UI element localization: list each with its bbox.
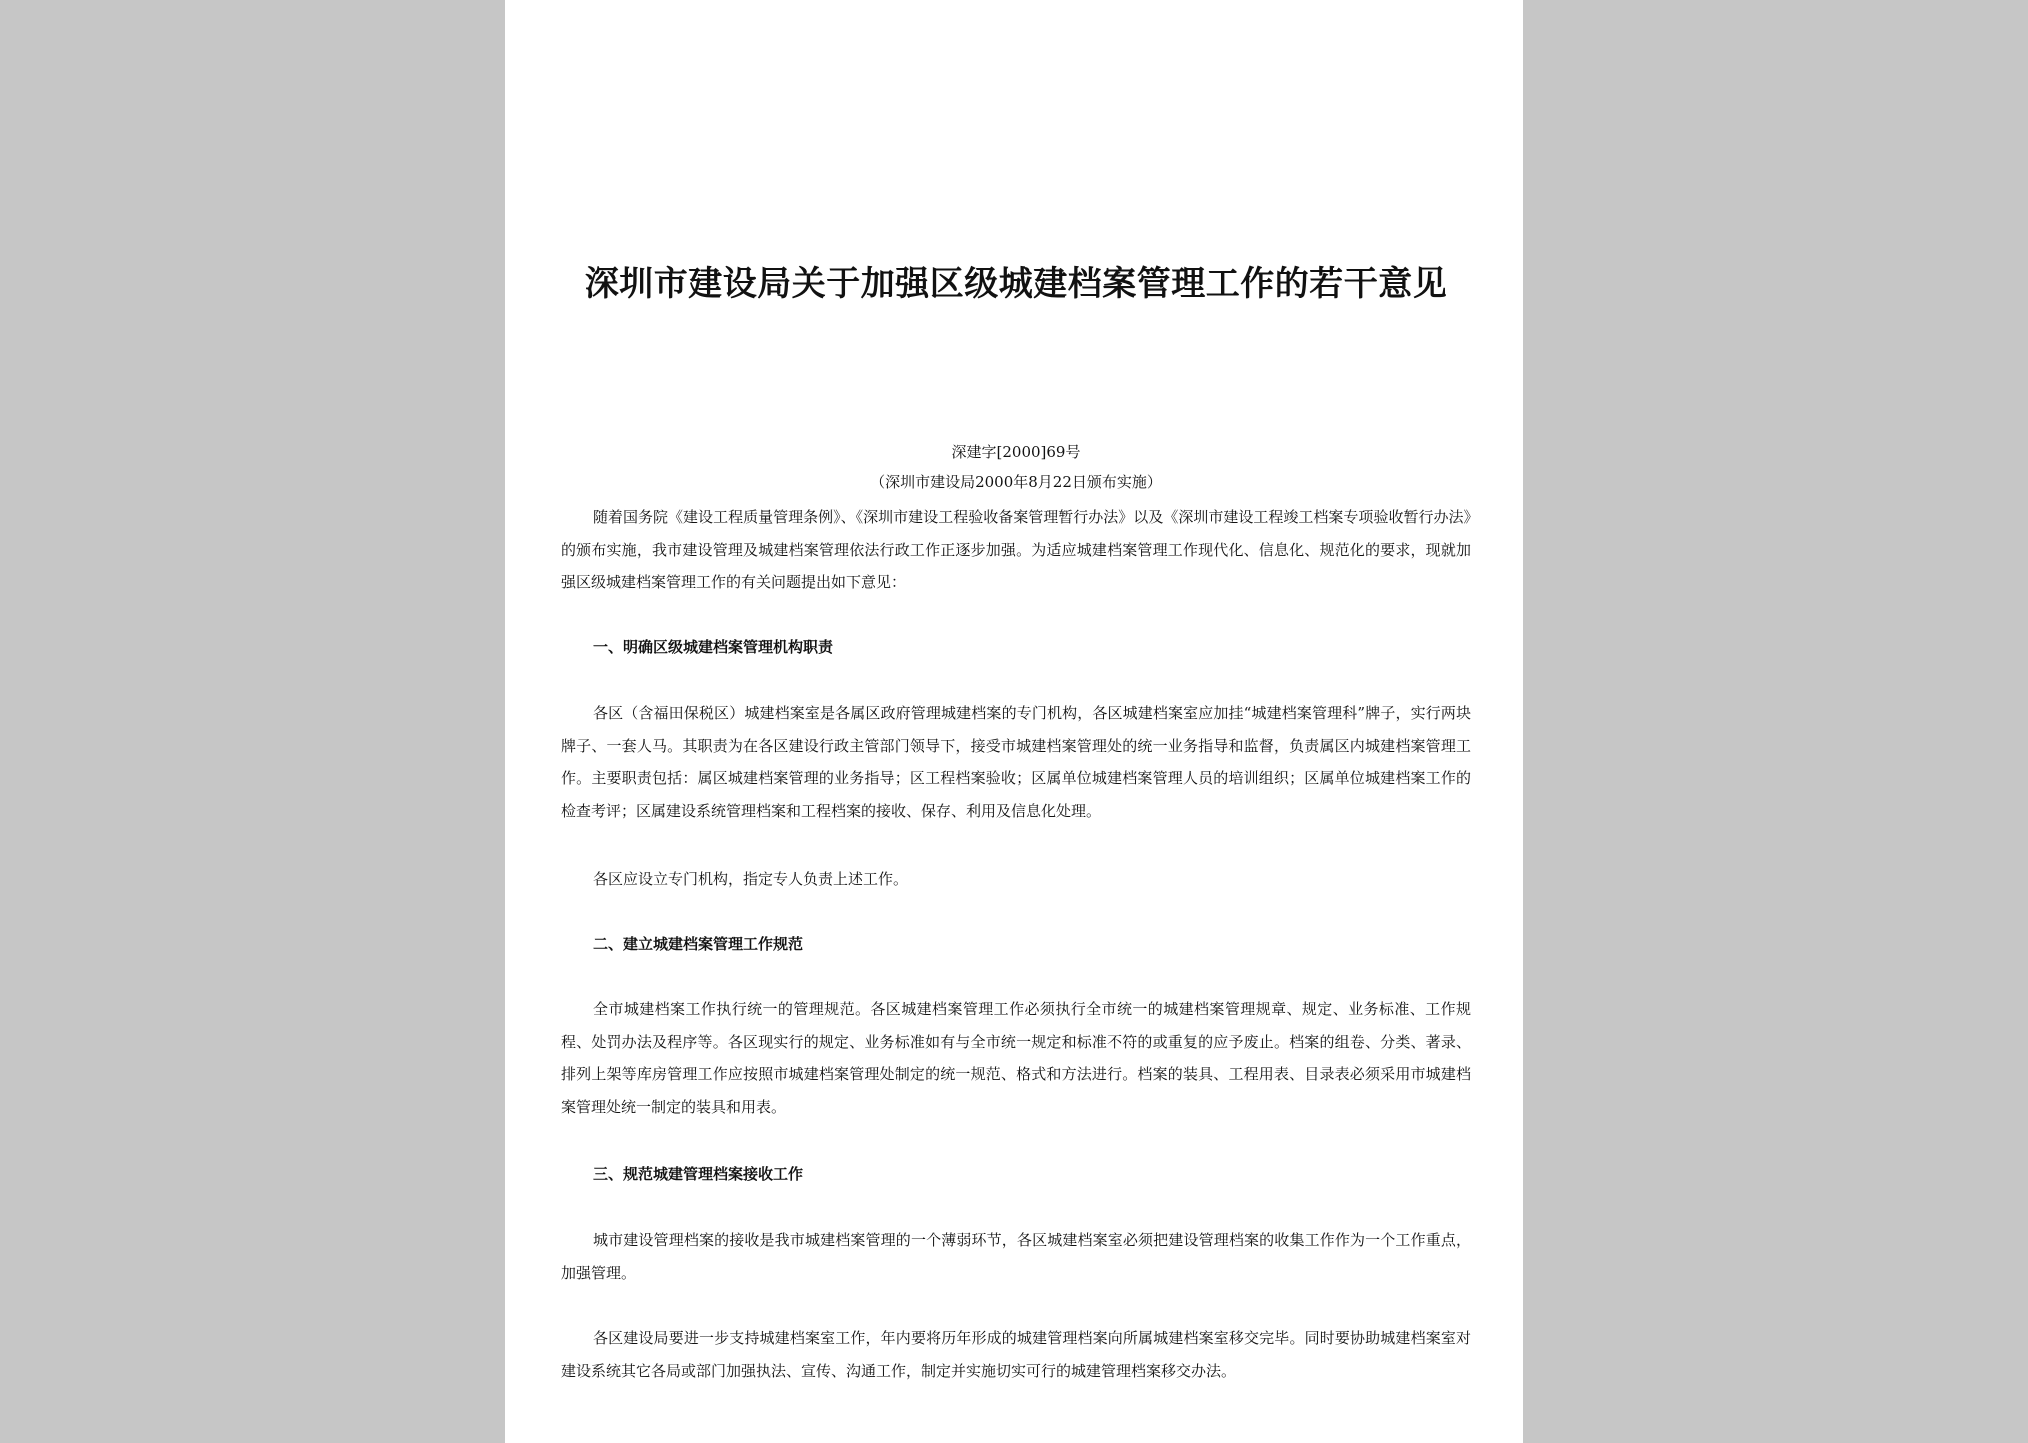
section2-heading: 二、建立城建档案管理工作规范: [593, 935, 804, 953]
section2-paragraph-1: 全市城建档案工作执行统一的管理规范。各区城建档案管理工作必须执行全市统一的城建档案管理规章、规定、业务标准、工作规程、处罚办法及程序等。各区现实行的规定、业务标准如有与全市统一规定和标准不符的或重复的应予废止。档案的组卷、分类、著录、排列上架等库房管理工作应按照市城建档案管理处制定的统一规范、格式和方法进行。档案的装具、工程用表、目录表必须采用市城建档案管理处统一制定的装具和用表。: [561, 1000, 1471, 1116]
section3-paragraph-2: 各区建设局要进一步支持城建档案室工作，年内要将历年形成的城建管理档案向所属城建档案室移交完毕。同时要协助城建档案室对建设系统其它各局或部门加强执法、宣传、沟通工作，制定并实施切实可行的城建管理档案移交办法。: [561, 1329, 1471, 1380]
section1-paragraph-2: 各区应设立专门机构，指定专人负责上述工作。: [593, 870, 909, 888]
document-number: 深建字[2000]69号: [951, 443, 1081, 461]
document-page: [505, 0, 1523, 1443]
section1-heading: 一、明确区级城建档案管理机构职责: [593, 638, 834, 656]
issued-note: （深圳市建设局2000年8月22日颁布实施）: [870, 473, 1162, 491]
section1-paragraph-1: 各区（含福田保税区）城建档案室是各属区政府管理城建档案的专门机构，各区城建档案室应加挂“城建档案管理科”牌子，实行两块牌子、一套人马。其职责为在各区建设行政主管部门领导下，接受市城建档案管理处的统一业务指导和监督，负责属区内城建档案管理工作。主要职责包括：属区城建档案管理的业务指导；区工程档案验收；区属单位城建档案管理人员的培训组织；区属单位城建档案工作的检查考评；区属建设系统管理档案和工程档案的接收、保存、利用及信息化处理。: [561, 704, 1471, 820]
section3-paragraph-1: 城市建设管理档案的接收是我市城建档案管理的一个薄弱环节，各区城建档案室必须把建设管理档案的收集工作作为一个工作重点，加强管理。: [561, 1231, 1471, 1282]
document-title: 深圳市建设局关于加强区级城建档案管理工作的若干意见: [584, 264, 1448, 304]
section3-heading: 三、规范城建管理档案接收工作: [593, 1165, 804, 1183]
intro-paragraph: 随着国务院《建设工程质量管理条例》、《深圳市建设工程验收备案管理暂行办法》以及《深圳市建设工程竣工档案专项验收暂行办法》的颁布实施，我市建设管理及城建档案管理依法行政工作正逐步加强。为适应城建档案管理工作现代化、信息化、规范化的要求，现就加强区级城建档案管理工作的有关问题提出如下意见：: [561, 508, 1471, 591]
